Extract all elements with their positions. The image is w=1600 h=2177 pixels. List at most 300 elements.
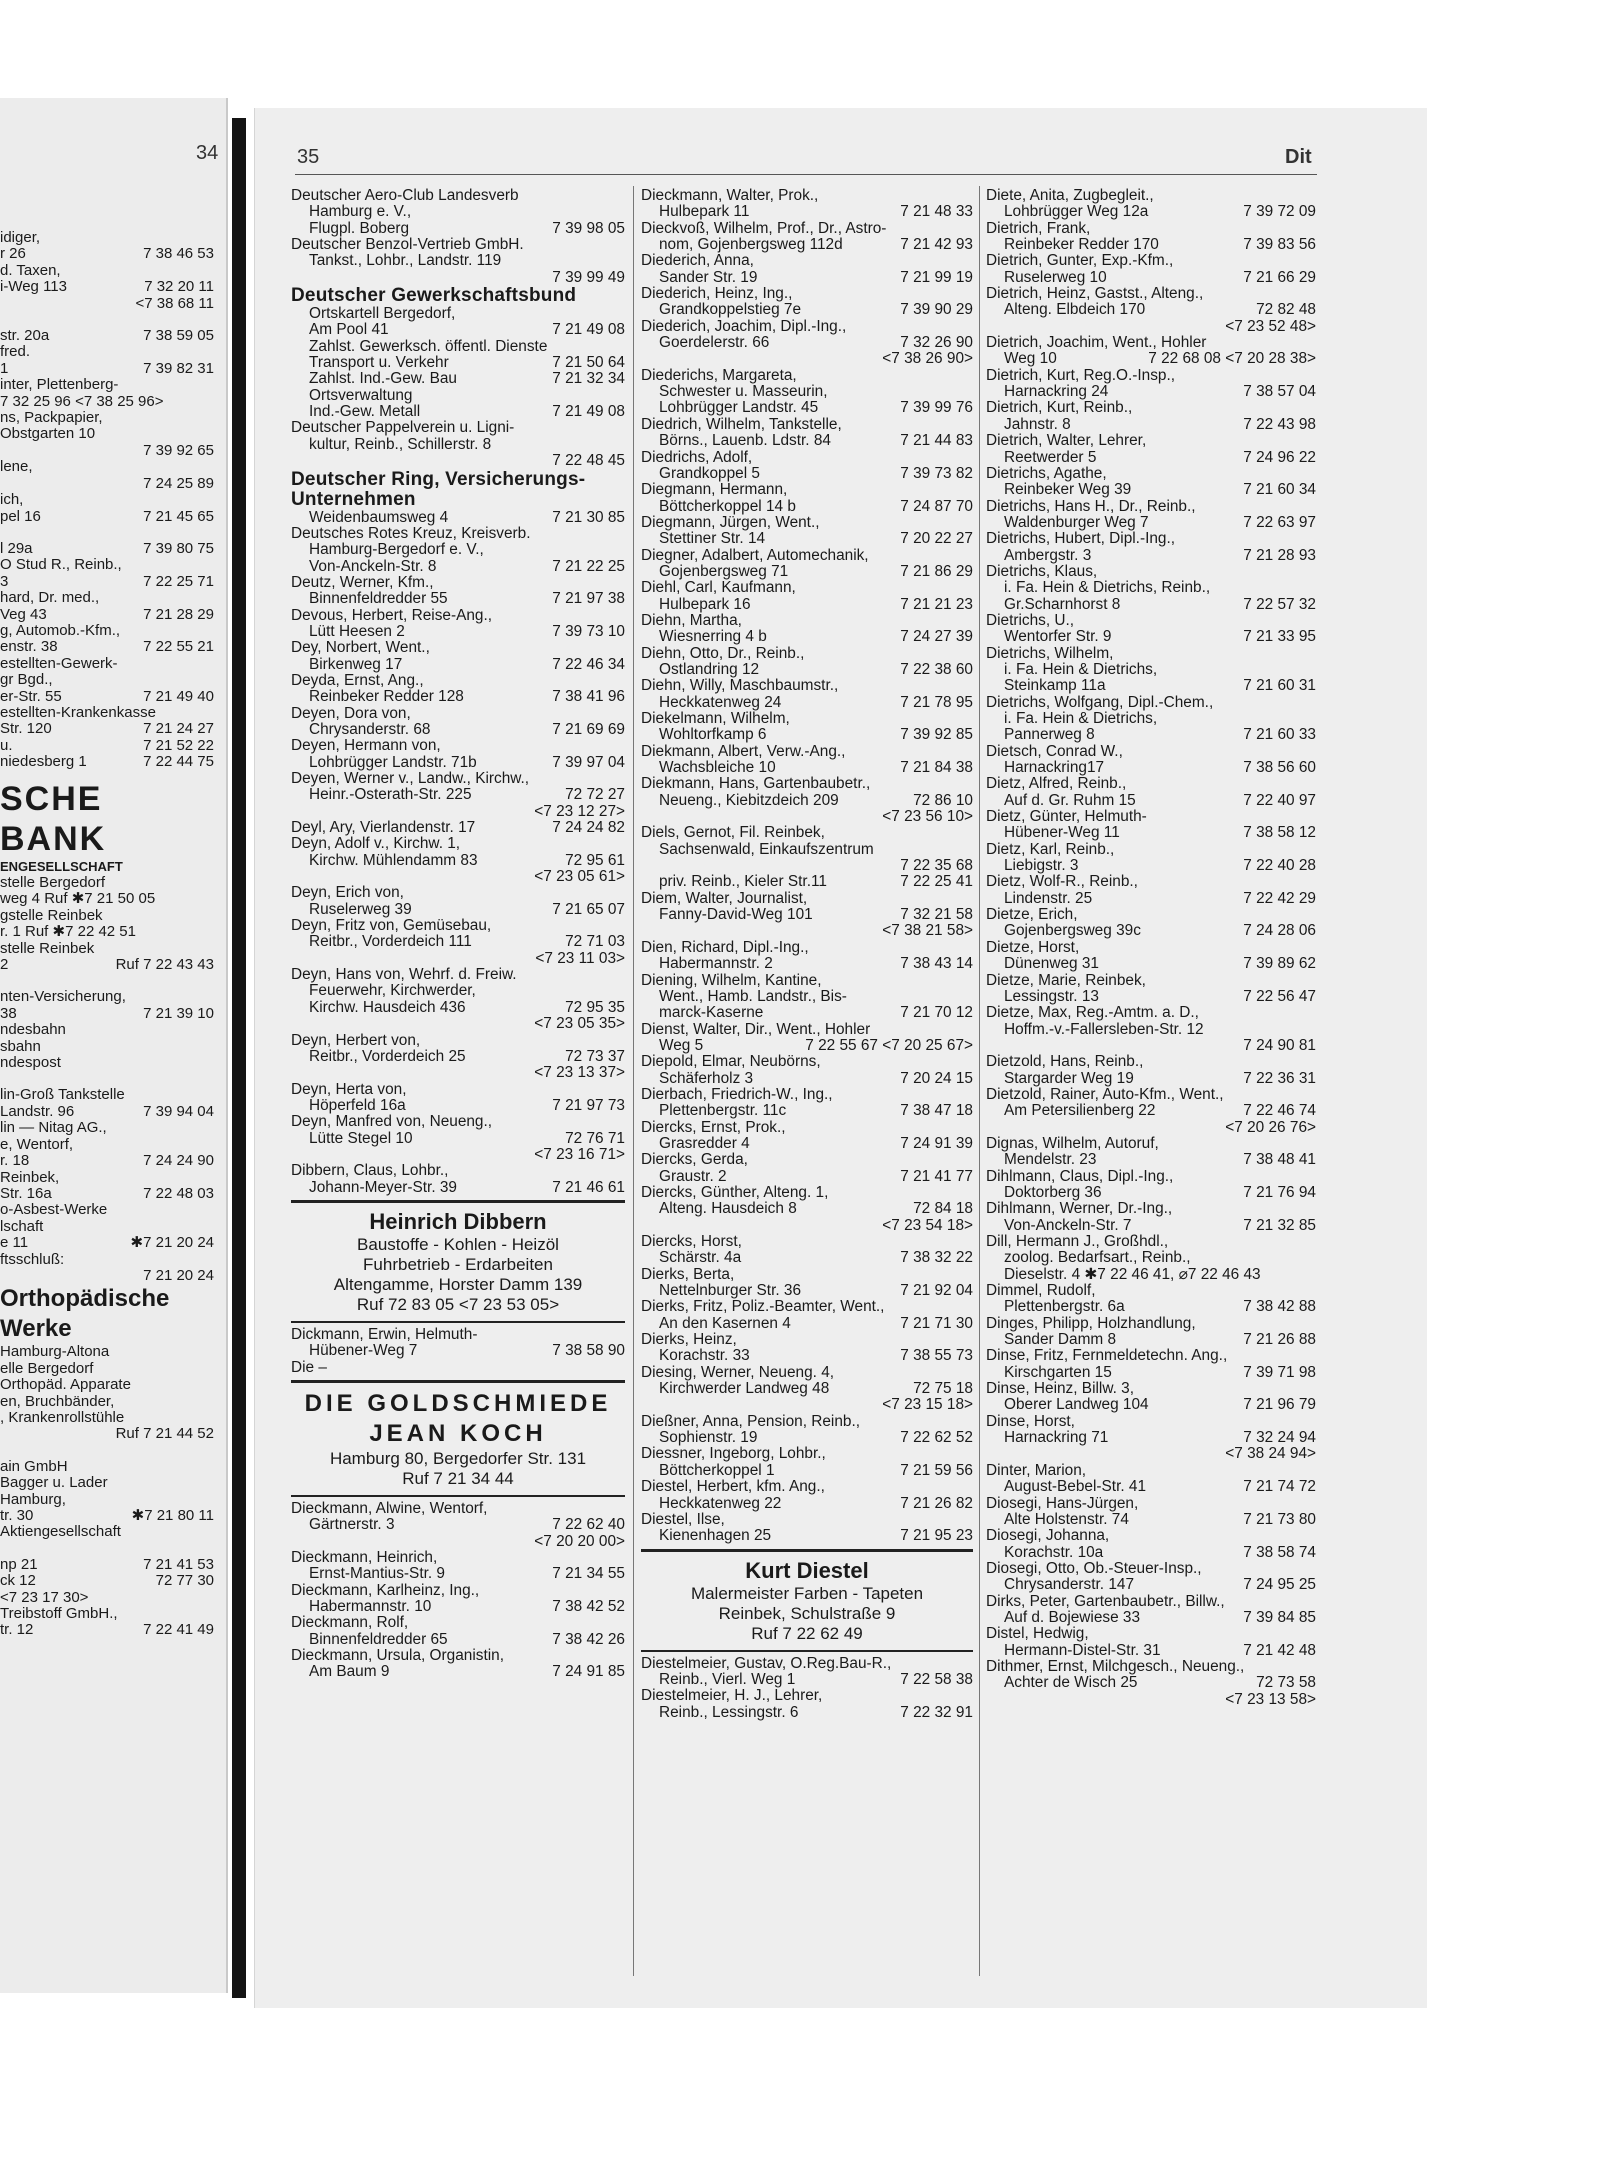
listing-line <box>986 564 1316 580</box>
listing-line <box>641 351 973 367</box>
left-listing-text: o-Asbest-Werke <box>0 1201 108 1219</box>
listing-name: Waldenburger Weg 7 <box>1004 513 1149 531</box>
phone-number: 7 32 21 58 <box>900 906 973 924</box>
listing-line <box>986 1267 1316 1283</box>
listing-name: Distel, Hedwig, <box>986 1625 1089 1643</box>
listing-line <box>641 973 973 989</box>
left-listing-text: Str. 120 <box>0 720 52 738</box>
listing-name: Dierks, Heinz, <box>641 1331 737 1349</box>
listing-name: Dietrich, Frank, <box>986 219 1091 237</box>
left-listing-line <box>0 1170 214 1186</box>
listing-name: An den Kasernen 4 <box>659 1314 791 1332</box>
listing-line <box>986 499 1316 515</box>
left-listing-line <box>0 1252 214 1268</box>
left-listing-line <box>0 361 214 377</box>
listing-line <box>291 339 625 355</box>
listing-line <box>291 673 625 689</box>
listing-line <box>291 371 625 387</box>
listing-line <box>641 466 973 482</box>
listing-line <box>291 820 625 836</box>
listing-name: Grasredder 4 <box>659 1134 750 1152</box>
listing-line <box>986 1169 1316 1185</box>
left-listing-line <box>0 1590 214 1606</box>
listing-name: Dietrichs, Agathe, <box>986 464 1107 482</box>
listing-name: Dimmel, Rudolf, <box>986 1282 1096 1300</box>
ad-line: Altengamme, Horster Damm 139 <box>333 1274 583 1294</box>
listing-line <box>641 907 973 923</box>
listing-line <box>641 1071 973 1087</box>
phone-number: 7 39 98 05 <box>552 219 625 237</box>
listing-name: Diosegi, Otto, Ob.-Steuer-Insp., <box>986 1559 1202 1577</box>
left-listing-line <box>0 1622 214 1638</box>
phone-number: 7 21 60 31 <box>1243 677 1316 695</box>
listing-name: Hulbepark 11 <box>659 203 750 221</box>
left-listing-line <box>0 1120 214 1136</box>
listing-line <box>641 646 973 662</box>
listing-line <box>986 695 1316 711</box>
listing-line <box>641 923 973 939</box>
phone-number: 7 21 28 93 <box>1243 546 1316 564</box>
phone-number: 7 24 91 39 <box>900 1134 973 1152</box>
listing-line <box>986 580 1316 596</box>
listing-name: Dietrich, Kurt, Reinb., <box>986 399 1133 417</box>
left-listing-text: i-Weg 113 <box>0 278 67 296</box>
listing-name: Sander Damm 8 <box>1004 1331 1117 1349</box>
bank-ad-title: SCHE BANK <box>0 779 107 858</box>
listing-name: Dietrichs, Hubert, Dipl.-Ing., <box>986 530 1176 548</box>
listing-line <box>291 1632 625 1648</box>
listing-name: Liebigstr. 3 <box>1004 857 1079 875</box>
left-listing-text: Str. 16a <box>0 1184 52 1202</box>
listing-line <box>641 825 973 841</box>
listing-line <box>986 1675 1316 1691</box>
listing-name: Birkenweg 17 <box>309 655 403 673</box>
listing-line <box>291 542 625 558</box>
listing-name: Harnackring 71 <box>1004 1429 1109 1447</box>
ad-line: Fuhrbetrieb - Erdarbeiten <box>363 1254 553 1274</box>
listing-line <box>986 466 1316 482</box>
phone-number: 7 22 32 91 <box>900 1703 973 1721</box>
listing-line <box>986 1365 1316 1381</box>
phone-number: 7 22 36 31 <box>1243 1069 1316 1087</box>
listing-line <box>291 1615 625 1631</box>
listing-line <box>291 420 625 436</box>
phone-number: <7 23 12 27> <box>534 802 625 820</box>
listing-line <box>986 433 1316 449</box>
listing-line <box>641 1218 973 1234</box>
phone-number: 72 73 37 <box>565 1047 625 1065</box>
left-listing-line <box>0 1394 214 1410</box>
listing-line <box>641 1169 973 1185</box>
listing-name: Achter de Wisch 25 <box>1004 1674 1138 1692</box>
listing-name: Plettenbergstr. 11c <box>659 1102 787 1120</box>
listing-name: Sachsenwald, Einkaufszentrum <box>659 840 874 858</box>
listing-name: kultur, Reinb., Schillerstr. 8 <box>309 435 492 453</box>
listing-name: Deutscher Aero-Club Landesverb <box>291 187 519 204</box>
phone-number: 7 22 63 97 <box>1243 513 1316 531</box>
listing-line <box>291 967 625 983</box>
listing-line <box>986 858 1316 874</box>
listing-line <box>641 1299 973 1315</box>
listing-line <box>986 335 1316 351</box>
phone-number: 7 22 48 45 <box>552 452 625 470</box>
left-listing-line <box>0 941 214 957</box>
listing-line <box>641 319 973 335</box>
listing-line <box>986 1022 1316 1038</box>
left-phone-number: 7 39 82 31 <box>143 359 214 377</box>
left-phone-number: Ruf 7 21 44 52 <box>115 1425 214 1443</box>
listing-name: Kirchw. Mühlendamm 83 <box>309 851 478 869</box>
left-listing-text: 38 <box>0 1004 17 1022</box>
listing-line <box>641 564 973 580</box>
phone-number: 7 21 21 23 <box>900 595 973 613</box>
listing-name: Dieckmann, Walter, Prok., <box>641 187 819 204</box>
left-listing-line <box>0 1268 214 1284</box>
listing-line <box>291 1082 625 1098</box>
listing-name: Diening, Wilhelm, Kantine, <box>641 971 822 989</box>
left-listing-line <box>0 1202 214 1218</box>
listing-line <box>986 1201 1316 1217</box>
left-listing-text: ain GmbH <box>0 1457 68 1475</box>
phone-number: 7 21 73 80 <box>1243 1510 1316 1528</box>
listing-name: Grandkoppelstieg 7e <box>659 301 802 319</box>
listing-name: Dietrichs, U., <box>986 611 1075 629</box>
listing-name: Diels, Gernot, Fil. Reinbek, <box>641 824 825 842</box>
listing-name: August-Bebel-Str. 41 <box>1004 1478 1147 1496</box>
left-listing-text: ns, Packpapier, <box>0 409 103 427</box>
listing-line <box>641 695 973 711</box>
listing-line <box>986 482 1316 498</box>
listing-name: Dierbach, Friedrich-W., Ing., <box>641 1085 833 1103</box>
left-listing-line <box>0 1508 214 1524</box>
left-phone-number: ✱7 21 20 24 <box>130 1234 214 1252</box>
left-listing-text: Obstgarten 10 <box>0 425 96 443</box>
listing-line <box>291 1648 625 1664</box>
listing-name: Grandkoppel 5 <box>659 464 760 482</box>
listing-line <box>986 1659 1316 1675</box>
left-listing-line <box>0 263 214 279</box>
phone-number: 72 84 18 <box>913 1200 973 1218</box>
phone-number: <7 23 52 48> <box>1225 317 1316 335</box>
listing-line <box>291 1327 625 1343</box>
listing-name: Deutsches Rotes Kreuz, Kreisverb. <box>291 524 531 542</box>
listing-line <box>641 1267 973 1283</box>
listing-line <box>986 302 1316 318</box>
phone-number: 7 24 96 22 <box>1243 448 1316 466</box>
listing-line <box>986 842 1316 858</box>
listing-name: Ind.-Gew. Metall <box>309 403 421 421</box>
left-listing-text: stelle Bergedorf <box>0 874 106 891</box>
listing-name: Alte Holstenstr. 74 <box>1004 1510 1129 1528</box>
left-listing-text: lin-Groß Tankstelle <box>0 1086 125 1104</box>
listing-line <box>641 1381 973 1397</box>
column-divider <box>633 186 634 1976</box>
left-listing-text: Orthopäd. Apparate <box>0 1376 131 1394</box>
left-listing-line <box>0 1475 214 1491</box>
running-head: Dit <box>1285 146 1312 168</box>
phone-number: 7 24 28 06 <box>1243 922 1316 940</box>
listing-line <box>986 1332 1316 1348</box>
listing-name: Zahlst. Gewerksch. öffentl. Dienste <box>309 337 548 355</box>
listing-line <box>986 874 1316 890</box>
listing-name: Am Baum 9 <box>309 1663 390 1681</box>
phone-number: 72 95 61 <box>565 851 625 869</box>
left-phone-number: 7 22 41 49 <box>143 1621 214 1639</box>
listing-name: Diehn, Martha, <box>641 611 742 629</box>
listing-line <box>641 548 973 564</box>
listing-name: Dietrich, Joachim, Went., Hohler <box>986 334 1207 352</box>
listing-line <box>986 1283 1316 1299</box>
listing-line <box>291 1016 625 1032</box>
listing-line <box>641 1005 973 1021</box>
left-listing-text: gr Bgd., <box>0 671 53 689</box>
listing-line <box>291 575 625 591</box>
listing-line <box>986 1120 1316 1136</box>
listing-line <box>641 1103 973 1119</box>
listing-line <box>641 956 973 972</box>
left-listing-line <box>0 1410 214 1426</box>
phone-number: 7 39 84 85 <box>1243 1608 1316 1626</box>
phone-number: 7 22 38 60 <box>900 660 973 678</box>
listing-line <box>641 531 973 547</box>
listing-line <box>291 983 625 999</box>
left-listing-line <box>0 394 214 410</box>
listing-line <box>986 1299 1316 1315</box>
listing-line <box>641 450 973 466</box>
phone-number: 7 21 66 29 <box>1243 268 1316 286</box>
listing-line <box>291 453 625 469</box>
listing-name: Diegmann, Hermann, <box>641 481 788 499</box>
listing-line <box>291 1599 625 1615</box>
listing-name: Diesing, Werner, Neueng. 4, <box>641 1363 835 1381</box>
listing-name: Schwester u. Masseurin, <box>659 383 828 401</box>
listing-name: marck-Kaserne <box>659 1004 764 1022</box>
left-listing-line <box>0 1235 214 1251</box>
phone-number: 7 21 78 95 <box>900 693 973 711</box>
listing-name: Alteng. Elbdeich 170 <box>1004 301 1146 319</box>
left-listing-text: d. Taxen, <box>0 261 61 279</box>
listing-line <box>641 384 973 400</box>
listing-line <box>641 1430 973 1446</box>
left-listing-line <box>0 973 214 989</box>
phone-number: <7 20 20 00> <box>534 1532 625 1550</box>
left-phone-number: 7 24 24 90 <box>143 1152 214 1170</box>
phone-number: 7 39 73 82 <box>900 464 973 482</box>
listing-line <box>986 1577 1316 1593</box>
listing-line <box>291 237 625 253</box>
phone-number: 7 22 43 98 <box>1243 415 1316 433</box>
listing-name: Tankst., Lohbr., Landstr. 119 <box>309 252 502 270</box>
listing-line <box>641 335 973 351</box>
listing-line <box>986 907 1316 923</box>
listing-name: Dieckvoß, Wilhelm, Prof., Dr., Astro- <box>641 219 887 237</box>
phone-number: <7 23 54 18> <box>882 1216 973 1234</box>
listing-line <box>641 1201 973 1217</box>
listing-name: Gojenbergsweg 71 <box>659 562 789 580</box>
listing-name: Dietze, Erich, <box>986 906 1078 924</box>
listing-name: Reinbeker Weg 39 <box>1004 481 1132 499</box>
listing-line <box>986 923 1316 939</box>
listing-line <box>641 270 973 286</box>
listing-line <box>641 253 973 269</box>
phone-number: <7 20 26 76> <box>1225 1118 1316 1136</box>
listing-line <box>641 1365 973 1381</box>
listing-line <box>986 1381 1316 1397</box>
listing-line <box>641 1120 973 1136</box>
listing-line <box>986 531 1316 547</box>
phone-number: 72 71 03 <box>565 933 625 951</box>
listing-line <box>986 1038 1316 1054</box>
listing-name: Deyen, Dora von, <box>291 704 411 722</box>
left-phone-number: 7 22 25 71 <box>143 572 214 590</box>
column-divider <box>979 186 980 1976</box>
phone-number: 7 38 48 41 <box>1243 1151 1316 1169</box>
listing-line <box>291 526 625 542</box>
listing-line <box>641 858 973 874</box>
left-phone-number: 7 22 48 03 <box>143 1184 214 1202</box>
left-listing-text: estellten-Gewerk- <box>0 654 118 672</box>
listing-name: Heinr.-Osterath-Str. 225 <box>309 786 472 804</box>
phone-number: 7 24 24 82 <box>552 819 625 837</box>
listing-name: Diestel, Herbert, kfm. Ang., <box>641 1478 825 1496</box>
ad-title: Kurt Diestel <box>745 1557 869 1583</box>
listing-line <box>291 624 625 640</box>
listing-line <box>986 1136 1316 1152</box>
left-listing-text: gstelle Reinbek <box>0 906 103 924</box>
phone-number: 72 82 48 <box>1256 301 1316 319</box>
ad-title: Heinrich Dibbern <box>369 1208 547 1234</box>
phone-number: 72 76 71 <box>565 1129 625 1147</box>
listing-line <box>641 597 973 613</box>
left-listing-line <box>0 459 214 475</box>
phone-number: 7 21 96 79 <box>1243 1396 1316 1414</box>
left-listing-line <box>0 476 214 492</box>
left-listing-line <box>0 1557 214 1573</box>
left-listing-line <box>0 312 214 328</box>
listing-name: Dietz, Wolf-R., Reinb., <box>986 873 1138 891</box>
left-listing-text: r. 18 <box>0 1152 30 1170</box>
phone-number: 7 38 47 18 <box>900 1102 973 1120</box>
left-listing-line <box>0 957 214 973</box>
phone-number: 7 22 46 34 <box>552 655 625 673</box>
listing-name: Dirks, Peter, Gartenbaubetr., Billw., <box>986 1592 1225 1610</box>
listing-line <box>641 940 973 956</box>
ad-line: Reinbek, Schulstraße 9 <box>718 1603 896 1623</box>
listing-line <box>641 1656 973 1672</box>
listing-name: Wiesnerring 4 b <box>659 628 767 646</box>
listing-name: Dihlmann, Werner, Dr.-Ing., <box>986 1200 1173 1218</box>
listing-line <box>986 776 1316 792</box>
left-listing-line <box>0 1492 214 1508</box>
listing-heading: Deutscher Ring, Versicherungs- <box>291 468 586 490</box>
phone-number: 7 39 97 04 <box>552 753 625 771</box>
listing-line <box>641 417 973 433</box>
listing-name: Die – <box>291 1358 327 1376</box>
listing-name: Diekmann, Albert, Verw.-Ang., <box>641 742 846 760</box>
listing-line <box>291 1033 625 1049</box>
left-listing-text: pel 16 <box>0 507 41 525</box>
listing-name: Ortsverwaltung <box>309 386 413 404</box>
listing-name: Stettiner Str. 14 <box>659 530 766 548</box>
listing-name: Dietrichs, Wolfgang, Dipl.-Chem., <box>986 693 1214 711</box>
listing-name: Diestelmeier, H. J., Lehrer, <box>641 1687 823 1705</box>
left-listing-line <box>0 1006 214 1022</box>
listing-name: Hamburg-Bergedorf e. V., <box>309 541 484 559</box>
listing-name: Diercks, Günther, Alteng. 1, <box>641 1183 829 1201</box>
listing-line <box>986 1087 1316 1103</box>
listing-line <box>291 1360 625 1376</box>
book-gutter <box>232 118 246 1998</box>
listing-name: Kirchw. Hausdeich 436 <box>309 998 466 1016</box>
listing-name: Deyn, Adolf v., Kirchw. 1, <box>291 835 461 853</box>
listing-line <box>641 760 973 776</box>
phone-number: 7 38 57 04 <box>1243 383 1316 401</box>
listing-line <box>986 1610 1316 1626</box>
advertisement-box <box>641 1549 973 1652</box>
listing-line <box>986 204 1316 220</box>
listing-line <box>986 989 1316 1005</box>
ad-title: DIE GOLDSCHMIEDE <box>304 1389 612 1417</box>
phone-number: 7 21 34 55 <box>552 1565 625 1583</box>
listing-line <box>986 253 1316 269</box>
listing-name: Am Petersilienberg 22 <box>1004 1102 1156 1120</box>
left-listing-text: 2 <box>0 956 9 974</box>
left-phone-number: 7 21 41 53 <box>143 1555 214 1573</box>
left-listing-line <box>0 1137 214 1153</box>
listing-name: Reitbr., Vorderdeich 111 <box>309 933 472 951</box>
left-listing-line <box>0 246 214 262</box>
left-listing-text: elle Bergedorf <box>0 1359 94 1377</box>
phone-number: 7 21 44 83 <box>900 432 973 450</box>
phone-number: 7 38 42 52 <box>552 1598 625 1616</box>
listing-name: Dietz, Alfred, Reinb., <box>986 775 1127 793</box>
phone-number: 7 39 73 10 <box>552 622 625 640</box>
listing-name: i. Fa. Hein & Dietrichs, <box>1004 710 1158 727</box>
phone-number: 7 21 50 64 <box>552 354 625 372</box>
left-listing-text: Aktiengesellschaft <box>0 1523 121 1541</box>
listing-line <box>986 1643 1316 1659</box>
phone-number: 7 21 49 08 <box>552 321 625 339</box>
listing-line <box>986 744 1316 760</box>
listing-line <box>291 1049 625 1065</box>
phone-number: 7 38 42 26 <box>552 1630 625 1648</box>
listing-line <box>291 918 625 934</box>
listing-line <box>291 355 625 371</box>
phone-number: 7 38 58 90 <box>552 1342 625 1360</box>
listing-name: Gärtnerstr. 3 <box>309 1516 395 1534</box>
listing-name: Doktorberg 36 <box>1004 1183 1102 1201</box>
left-phone-number: <7 38 68 11 <box>135 294 214 312</box>
listing-line <box>986 1218 1316 1234</box>
listing-line <box>291 722 625 738</box>
listing-line <box>986 646 1316 662</box>
left-listing-line <box>0 443 214 459</box>
listing-line <box>291 1163 625 1179</box>
listing-line <box>986 188 1316 204</box>
listing-line <box>986 286 1316 302</box>
listing-name: Böttcherkoppel 14 b <box>659 497 796 515</box>
listing-line <box>641 1038 973 1054</box>
ortho-ad-title: Werke <box>0 1315 72 1343</box>
left-listing-text: er-Str. 55 <box>0 687 62 705</box>
phone-number: 7 38 55 73 <box>900 1347 973 1365</box>
left-listing-line <box>0 656 214 672</box>
directory-column-2 <box>641 188 973 1721</box>
left-phone-number: 7 21 39 10 <box>143 1004 214 1022</box>
left-listing-text: 3 <box>0 572 9 590</box>
phone-number: 7 21 99 19 <box>900 268 973 286</box>
listing-line <box>291 853 625 869</box>
